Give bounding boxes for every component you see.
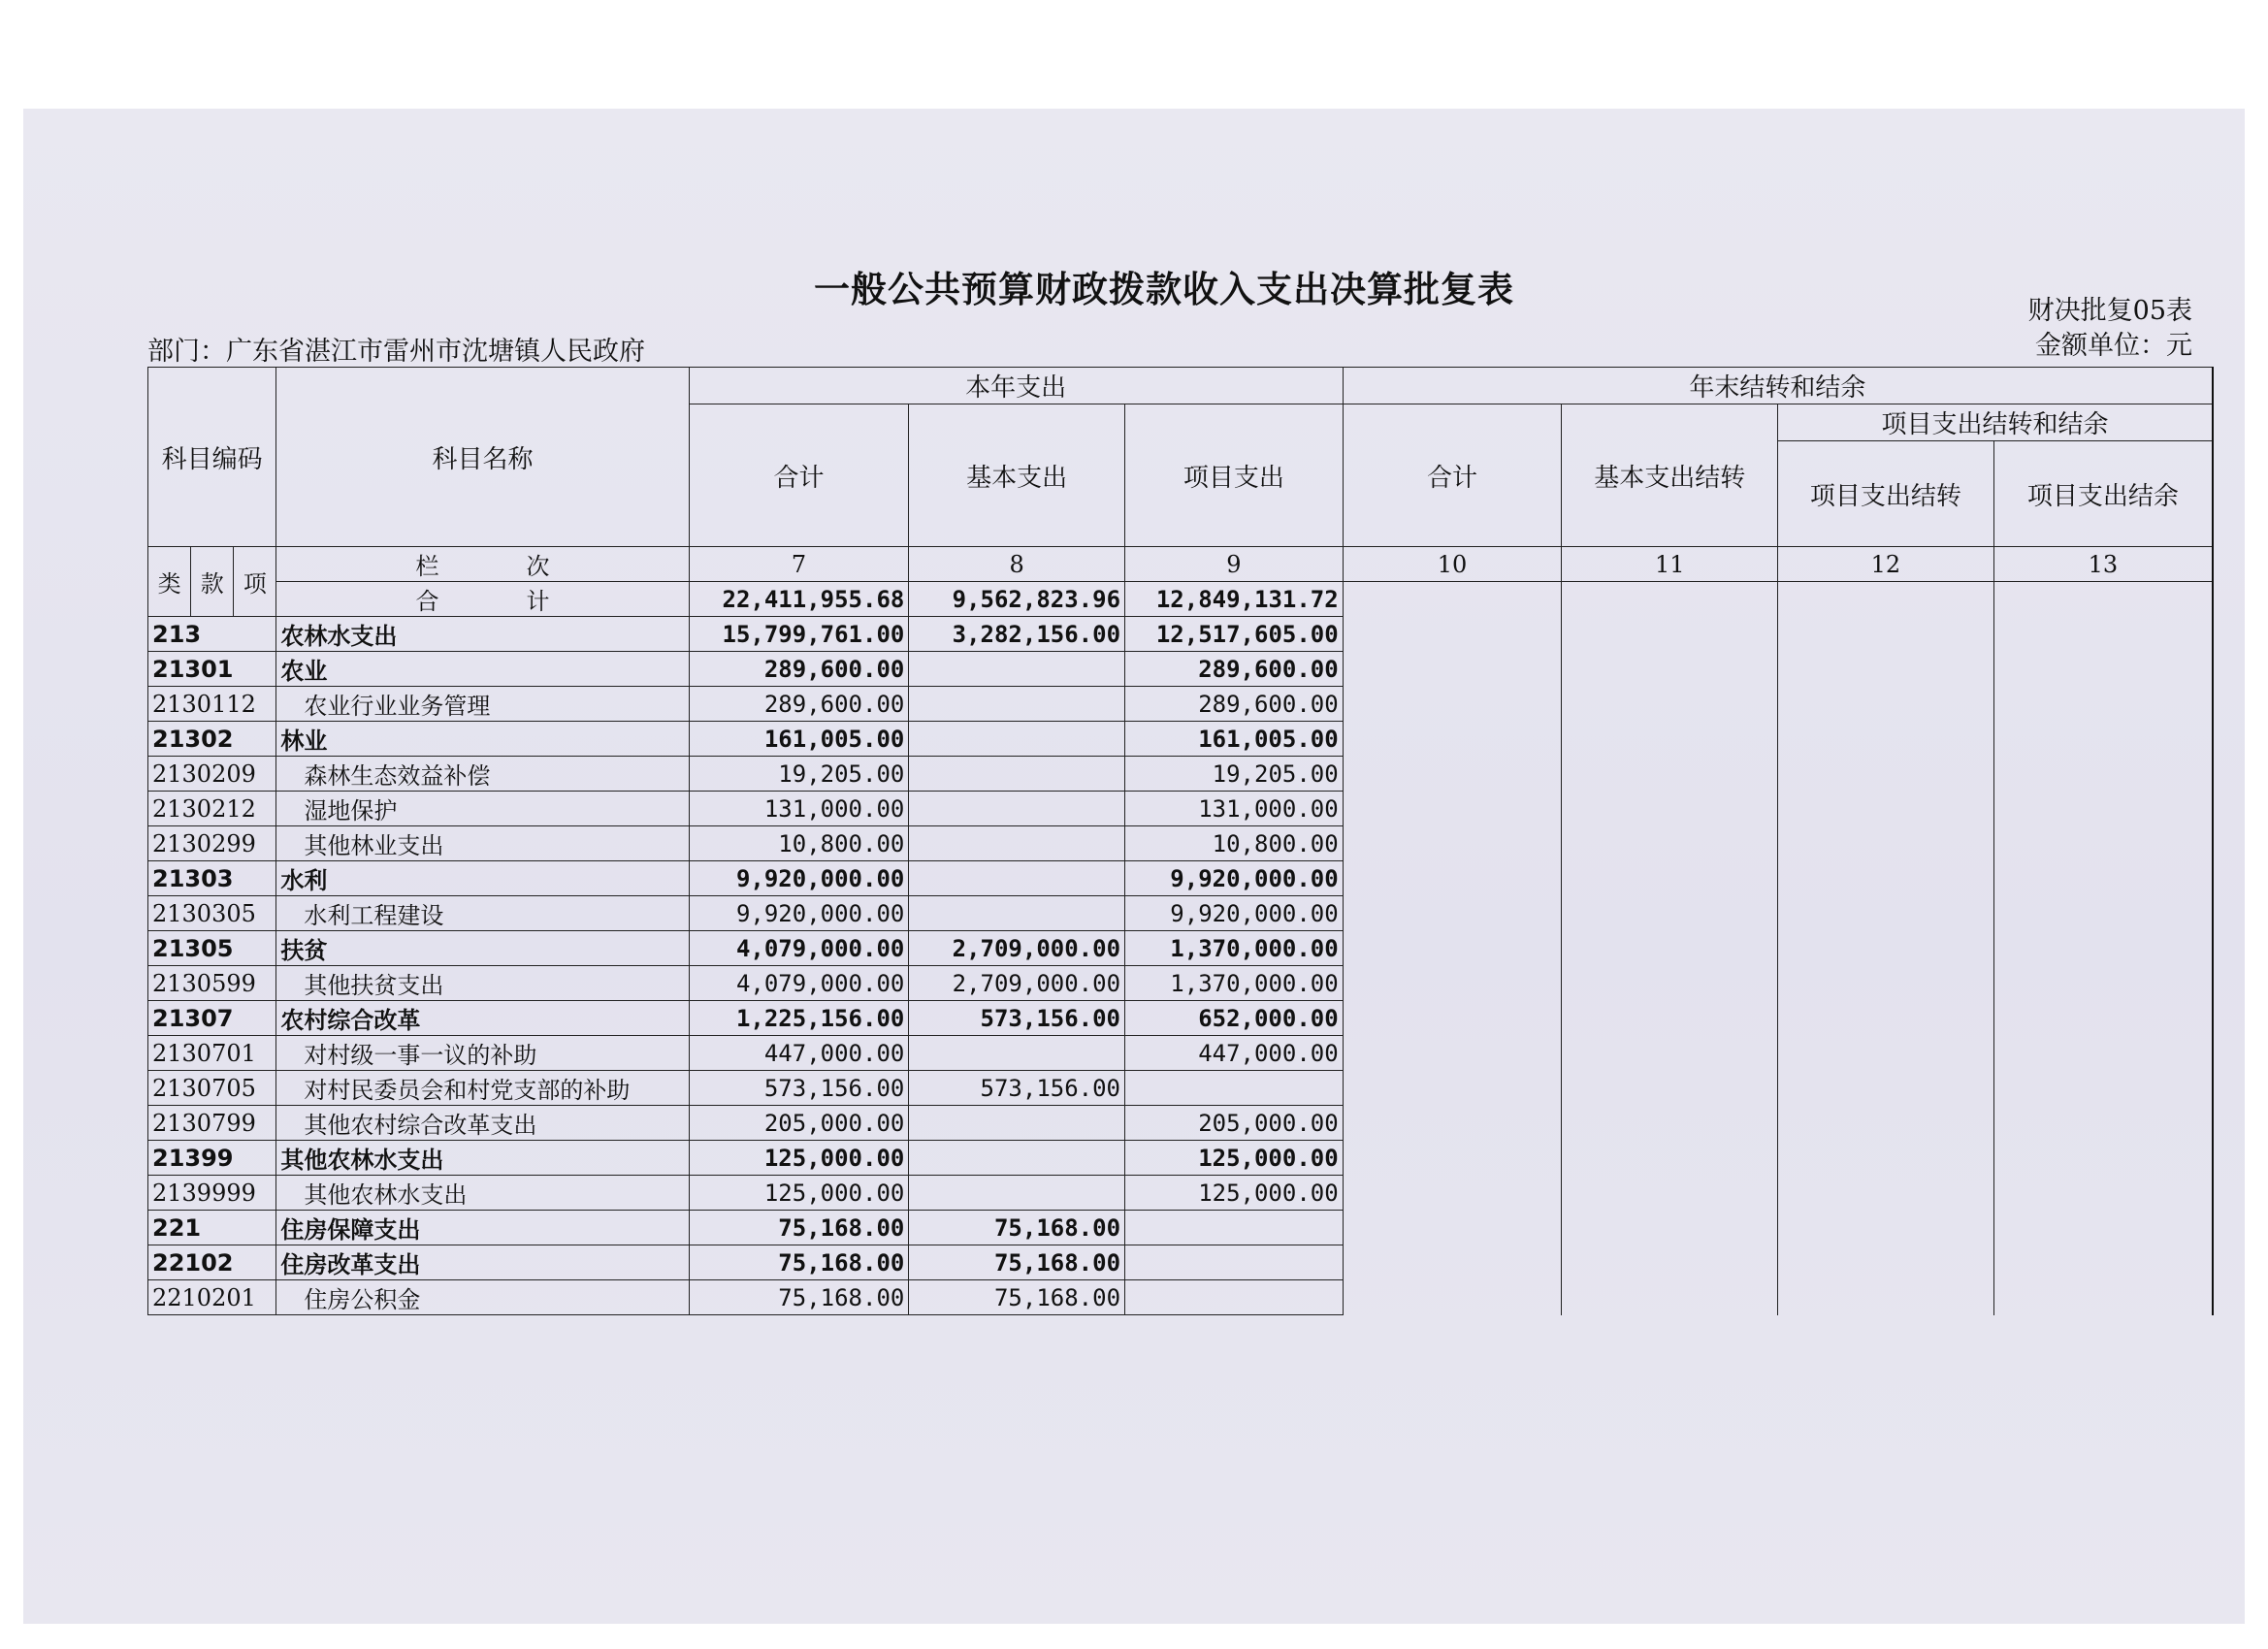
document-title: 一般公共预算财政拨款收入支出决算批复表	[814, 269, 1514, 310]
col-no-13: 13	[1993, 547, 2213, 582]
amount-basic	[909, 1106, 1125, 1141]
table-row	[148, 1141, 2214, 1176]
ye-project-group-header: 项目支出结转和结余	[1778, 404, 2213, 441]
amount-project: 447,000.00	[1125, 1036, 1344, 1071]
table-row	[148, 1071, 2214, 1106]
empty-cell	[1343, 1071, 1562, 1106]
empty-cell	[1993, 617, 2213, 652]
header-row-1	[148, 368, 2214, 404]
table-row	[148, 1001, 2214, 1036]
empty-cell	[1562, 1071, 1778, 1106]
empty-cell	[1562, 861, 1778, 896]
subject-code: 2139999	[148, 1176, 276, 1211]
amount-project: 9,920,000.00	[1125, 861, 1344, 896]
empty-cell	[1993, 896, 2213, 931]
amount-basic	[909, 757, 1125, 792]
subject-code: 2130299	[148, 826, 276, 861]
amount-basic	[909, 687, 1125, 722]
amount-total: 75,168.00	[689, 1280, 909, 1315]
amount-project: 1,370,000.00	[1125, 931, 1344, 966]
empty-cell	[1993, 1245, 2213, 1280]
xiang-header: 项	[234, 547, 276, 617]
empty-cell	[1343, 1280, 1562, 1315]
amount-project	[1125, 1211, 1344, 1245]
subject-code: 221	[148, 1211, 276, 1245]
amount-project: 19,205.00	[1125, 757, 1344, 792]
empty-cell	[1778, 861, 1994, 896]
empty-cell	[1993, 757, 2213, 792]
empty-cell	[1993, 1071, 2213, 1106]
empty-cell	[1993, 1036, 2213, 1071]
empty-cell	[1562, 652, 1778, 687]
amount-project	[1125, 1245, 1344, 1280]
amount-project	[1125, 1071, 1344, 1106]
subject-name: 对村级一事一议的补助	[276, 1036, 689, 1071]
empty-cell	[1562, 1141, 1778, 1176]
table-row	[148, 652, 2214, 687]
amount-basic: 3,282,156.00	[909, 617, 1125, 652]
amount-project: 125,000.00	[1125, 1176, 1344, 1211]
subject-name: 住房保障支出	[276, 1211, 689, 1245]
empty-cell	[1778, 1141, 1994, 1176]
ye-basic-header: 基本支出结转	[1562, 404, 1778, 547]
table-row	[148, 826, 2214, 861]
amount-total: 4,079,000.00	[689, 931, 909, 966]
subject-code: 22102	[148, 1245, 276, 1280]
empty-cell	[1993, 1211, 2213, 1245]
empty-cell	[1993, 1106, 2213, 1141]
empty-cell	[1343, 1176, 1562, 1211]
amount-project: 1,370,000.00	[1125, 966, 1344, 1001]
table-row	[148, 1245, 2214, 1280]
table-row	[148, 792, 2214, 826]
amount-project: 161,005.00	[1125, 722, 1344, 757]
amount-total: 289,600.00	[689, 652, 909, 687]
empty-cell	[1562, 1001, 1778, 1036]
subject-name: 农村综合改革	[276, 1001, 689, 1036]
subject-code: 21399	[148, 1141, 276, 1176]
empty-cell	[1778, 1071, 1994, 1106]
amount-basic	[909, 1176, 1125, 1211]
grand-project: 12,849,131.72	[1125, 582, 1344, 617]
table-row	[148, 617, 2214, 652]
amount-total: 125,000.00	[689, 1141, 909, 1176]
col-no-9: 9	[1125, 547, 1344, 582]
empty-cell	[1343, 1245, 1562, 1280]
col-no-10: 10	[1343, 547, 1562, 582]
amount-basic: 2,709,000.00	[909, 966, 1125, 1001]
form-number: 财决批复05表	[2027, 296, 2192, 326]
empty-cell	[1993, 1176, 2213, 1211]
amount-total: 205,000.00	[689, 1106, 909, 1141]
subject-name: 湿地保护	[276, 792, 689, 826]
year-end-header: 年末结转和结余	[1343, 368, 2213, 404]
amount-basic: 75,168.00	[909, 1245, 1125, 1280]
empty-cell	[1343, 1106, 1562, 1141]
empty-cell	[1993, 687, 2213, 722]
subject-code: 21301	[148, 652, 276, 687]
amount-total: 9,920,000.00	[689, 896, 909, 931]
empty-cell	[1562, 931, 1778, 966]
ye-project-surplus-header: 项目支出结余	[1993, 441, 2213, 547]
amount-basic: 2,709,000.00	[909, 931, 1125, 966]
col-no-12: 12	[1778, 547, 1994, 582]
empty-cell	[1562, 1036, 1778, 1071]
subject-code: 213	[148, 617, 276, 652]
amount-basic: 573,156.00	[909, 1001, 1125, 1036]
empty-cell	[1778, 792, 1994, 826]
empty-cell	[1778, 1036, 1994, 1071]
empty-cell	[1993, 1141, 2213, 1176]
empty-cell	[1343, 931, 1562, 966]
subject-name: 林业	[276, 722, 689, 757]
empty-cell	[1778, 966, 1994, 1001]
empty-cell	[1343, 1141, 1562, 1176]
empty-cell	[1343, 757, 1562, 792]
empty-cell	[1562, 1176, 1778, 1211]
amount-total: 161,005.00	[689, 722, 909, 757]
column-number-row	[148, 547, 2214, 582]
subject-name: 其他农林水支出	[276, 1141, 689, 1176]
empty-cell	[1343, 792, 1562, 826]
table-row	[148, 861, 2214, 896]
grand-basic: 9,562,823.96	[909, 582, 1125, 617]
subject-name: 其他农村综合改革支出	[276, 1106, 689, 1141]
subject-code: 21303	[148, 861, 276, 896]
empty-cell	[1562, 792, 1778, 826]
empty-cell	[1343, 722, 1562, 757]
amount-total: 447,000.00	[689, 1036, 909, 1071]
empty-cell	[1343, 966, 1562, 1001]
empty-cell	[1343, 861, 1562, 896]
empty-cell	[1993, 652, 2213, 687]
current-year-header: 本年支出	[689, 368, 1343, 404]
amount-unit-label: 金额单位：元	[2035, 331, 2192, 361]
table-body	[148, 617, 2214, 1315]
amount-basic	[909, 722, 1125, 757]
empty-cell	[1778, 687, 1994, 722]
empty-cell	[1778, 1106, 1994, 1141]
subject-code: 21307	[148, 1001, 276, 1036]
amount-total: 289,600.00	[689, 687, 909, 722]
ye-project-carry-header: 项目支出结转	[1778, 441, 1994, 547]
amount-project: 205,000.00	[1125, 1106, 1344, 1141]
amount-project: 289,600.00	[1125, 687, 1344, 722]
subject-code: 2130112	[148, 687, 276, 722]
empty-cell	[1562, 687, 1778, 722]
table-row	[148, 896, 2214, 931]
amount-basic	[909, 1141, 1125, 1176]
empty-cell	[1562, 826, 1778, 861]
amount-total: 131,000.00	[689, 792, 909, 826]
amount-basic	[909, 652, 1125, 687]
amount-basic	[909, 861, 1125, 896]
col-no-8: 8	[909, 547, 1125, 582]
table-row	[148, 757, 2214, 792]
empty-cell	[1993, 722, 2213, 757]
subject-name: 其他林业支出	[276, 826, 689, 861]
col-no-7: 7	[689, 547, 909, 582]
subject-code: 2130799	[148, 1106, 276, 1141]
empty-cell	[1562, 1211, 1778, 1245]
empty-cell	[1993, 931, 2213, 966]
subject-name: 森林生态效益补偿	[276, 757, 689, 792]
amount-project: 289,600.00	[1125, 652, 1344, 687]
table-row	[148, 966, 2214, 1001]
empty-cell	[1778, 1245, 1994, 1280]
empty-cell	[1993, 792, 2213, 826]
subject-name: 水利	[276, 861, 689, 896]
empty-cell	[1562, 722, 1778, 757]
amount-project: 9,920,000.00	[1125, 896, 1344, 931]
empty-cell	[1562, 617, 1778, 652]
empty-cell	[1343, 1001, 1562, 1036]
subject-name: 其他扶贫支出	[276, 966, 689, 1001]
amount-project: 652,000.00	[1125, 1001, 1344, 1036]
amount-basic: 75,168.00	[909, 1211, 1125, 1245]
subject-name: 住房改革支出	[276, 1245, 689, 1280]
subject-code: 2130705	[148, 1071, 276, 1106]
table-row	[148, 722, 2214, 757]
subject-code: 2130212	[148, 792, 276, 826]
grand-total-row	[148, 582, 2214, 617]
table-row	[148, 1176, 2214, 1211]
empty-cell	[1562, 1280, 1778, 1315]
empty-cell	[1343, 687, 1562, 722]
amount-project: 125,000.00	[1125, 1141, 1344, 1176]
amount-project: 12,517,605.00	[1125, 617, 1344, 652]
table-row	[148, 687, 2214, 722]
empty-cell	[1562, 1245, 1778, 1280]
table-row	[148, 1280, 2214, 1315]
amount-basic	[909, 1036, 1125, 1071]
empty-cell	[1778, 1176, 1994, 1211]
empty-cell	[1778, 826, 1994, 861]
amount-basic	[909, 826, 1125, 861]
table-row	[148, 1211, 2214, 1245]
budget-approval-table	[147, 367, 2214, 1315]
amount-total: 573,156.00	[689, 1071, 909, 1106]
empty-cell	[1778, 1211, 1994, 1245]
amount-total: 19,205.00	[689, 757, 909, 792]
table-row	[148, 1106, 2214, 1141]
empty-cell	[1993, 826, 2213, 861]
name-header: 科目名称	[276, 368, 689, 547]
empty-cell	[1562, 966, 1778, 1001]
table-row	[148, 1036, 2214, 1071]
empty-cell	[1778, 652, 1994, 687]
table-row	[148, 931, 2214, 966]
empty-cell	[1343, 1211, 1562, 1245]
empty-cell	[1993, 1280, 2213, 1315]
amount-total: 75,168.00	[689, 1245, 909, 1280]
empty-cell	[1778, 1280, 1994, 1315]
empty-cell	[1993, 966, 2213, 1001]
empty-cell	[1343, 826, 1562, 861]
subject-code: 21302	[148, 722, 276, 757]
empty-cell	[1562, 1106, 1778, 1141]
empty-cell	[1343, 1036, 1562, 1071]
subject-code: 2130209	[148, 757, 276, 792]
empty-cell	[1343, 896, 1562, 931]
total-header: 合计	[689, 404, 909, 547]
empty-cell	[1562, 896, 1778, 931]
empty-cell	[1993, 1001, 2213, 1036]
empty-cell	[1778, 896, 1994, 931]
subject-name: 农业	[276, 652, 689, 687]
subject-code: 21305	[148, 931, 276, 966]
amount-total: 75,168.00	[689, 1211, 909, 1245]
lei-header: 类	[148, 547, 191, 617]
subject-code: 2210201	[148, 1280, 276, 1315]
amount-total: 15,799,761.00	[689, 617, 909, 652]
lanci-label: 栏 次	[276, 547, 689, 582]
subject-code: 2130599	[148, 966, 276, 1001]
amount-total: 1,225,156.00	[689, 1001, 909, 1036]
empty-cell	[1343, 617, 1562, 652]
kuan-header: 款	[191, 547, 234, 617]
amount-basic: 75,168.00	[909, 1280, 1125, 1315]
subject-name: 其他农林水支出	[276, 1176, 689, 1211]
code-header: 科目编码	[148, 368, 276, 547]
amount-basic	[909, 896, 1125, 931]
amount-total: 9,920,000.00	[689, 861, 909, 896]
empty-cell	[1778, 757, 1994, 792]
subject-name: 水利工程建设	[276, 896, 689, 931]
amount-project: 10,800.00	[1125, 826, 1344, 861]
amount-total: 4,079,000.00	[689, 966, 909, 1001]
amount-project	[1125, 1280, 1344, 1315]
heji-label: 合 计	[276, 582, 689, 617]
empty-cell	[1562, 757, 1778, 792]
subject-code: 2130701	[148, 1036, 276, 1071]
empty-cell	[1778, 931, 1994, 966]
empty-cell	[1778, 722, 1994, 757]
amount-basic	[909, 792, 1125, 826]
subject-name: 住房公积金	[276, 1280, 689, 1315]
subject-name: 扶贫	[276, 931, 689, 966]
amount-project: 131,000.00	[1125, 792, 1344, 826]
amount-total: 10,800.00	[689, 826, 909, 861]
basic-header: 基本支出	[909, 404, 1125, 547]
empty-cell	[1778, 1001, 1994, 1036]
project-header: 项目支出	[1125, 404, 1344, 547]
grand-total: 22,411,955.68	[689, 582, 909, 617]
col-no-11: 11	[1562, 547, 1778, 582]
amount-basic: 573,156.00	[909, 1071, 1125, 1106]
empty-cell	[1778, 617, 1994, 652]
ye-total-header: 合计	[1343, 404, 1562, 547]
subject-name: 农林水支出	[276, 617, 689, 652]
amount-total: 125,000.00	[689, 1176, 909, 1211]
empty-cell	[1993, 861, 2213, 896]
department-label: 部门：广东省湛江市雷州市沈塘镇人民政府	[147, 337, 645, 367]
subject-name: 对村民委员会和村党支部的补助	[276, 1071, 689, 1106]
empty-cell	[1343, 652, 1562, 687]
subject-name: 农业行业业务管理	[276, 687, 689, 722]
subject-code: 2130305	[148, 896, 276, 931]
